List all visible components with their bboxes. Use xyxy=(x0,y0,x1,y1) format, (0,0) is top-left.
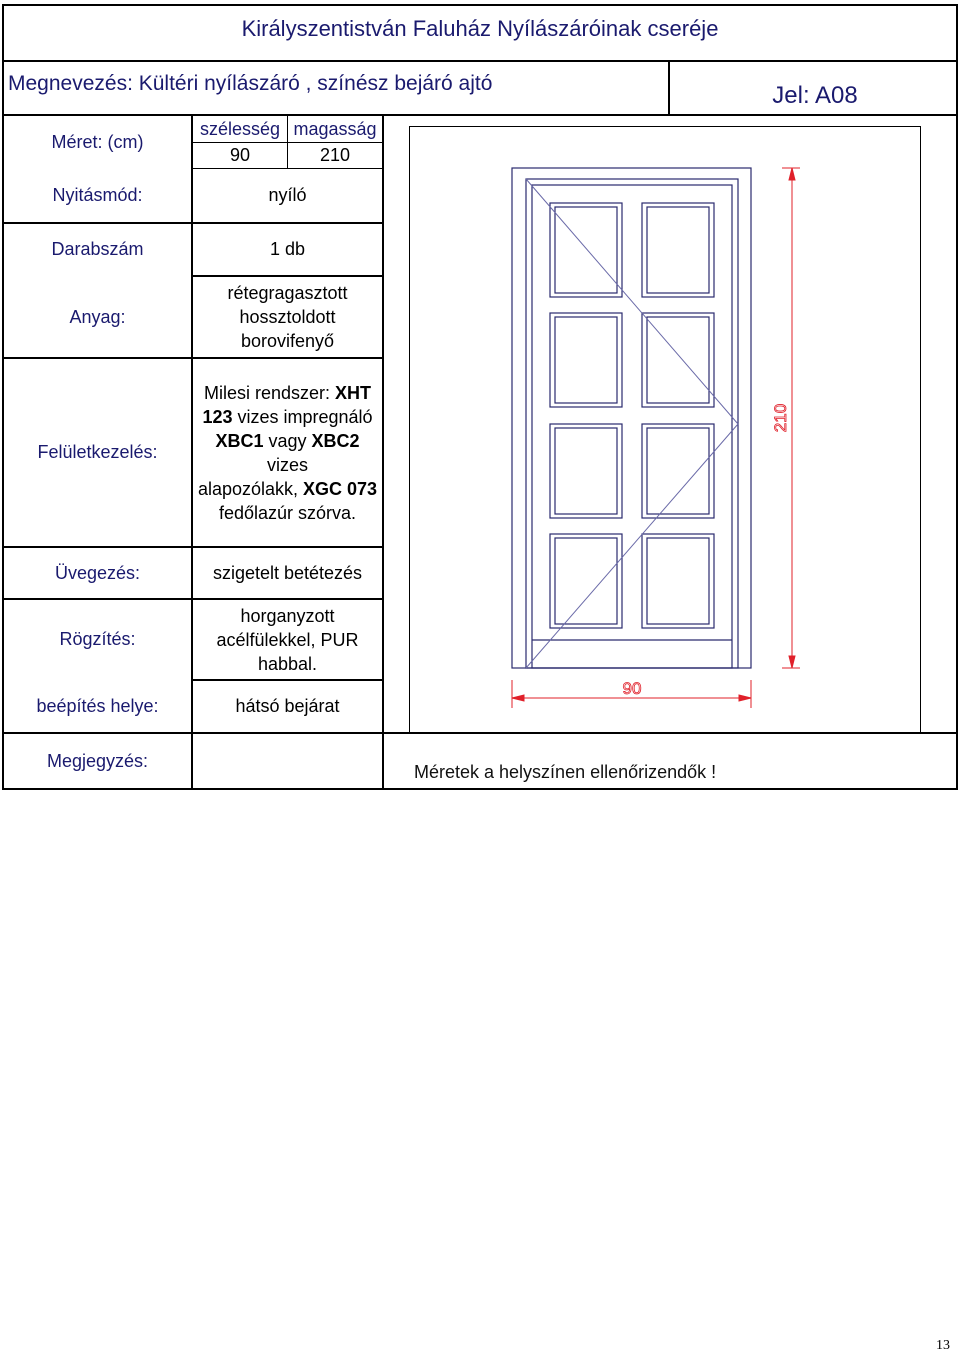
door-frame xyxy=(512,168,751,668)
panel xyxy=(642,203,714,297)
panel xyxy=(550,534,622,628)
arrow-left xyxy=(512,695,524,701)
panel xyxy=(642,534,714,628)
finish-line-3: XBC1 vagy XBC2 vizes xyxy=(215,430,360,475)
remark-label: Megjegyzés: xyxy=(46,750,149,771)
width-dimension-text: 90 xyxy=(622,679,642,698)
panel xyxy=(550,313,622,407)
opening-value: nyíló xyxy=(268,185,307,205)
material-line: rétegragasztott xyxy=(227,283,348,303)
location-label: beépítés helye: xyxy=(36,696,159,716)
height-value: 210 xyxy=(319,145,351,165)
panel-inner xyxy=(555,428,617,514)
finish-line-2: 123 vizes impregnáló xyxy=(202,406,373,427)
page-title: Királyszentistván Faluház Nyílászáróinak cseréje xyxy=(241,16,719,41)
fixing-label: Rögzítés: xyxy=(59,629,136,649)
quantity-label: Darabszám xyxy=(51,239,144,259)
item-code: Jel: A08 xyxy=(772,82,858,109)
panel-inner xyxy=(555,538,617,624)
height-dimension-text: 210 xyxy=(771,403,790,433)
opening-label: Nyitásmód: xyxy=(52,185,143,205)
arrow-right xyxy=(739,695,751,701)
finish-line-5: fedőlazúr szórva. xyxy=(218,502,357,523)
fixing-line: horganyzott xyxy=(240,605,335,626)
panel xyxy=(642,424,714,518)
panel xyxy=(550,203,622,297)
finish-line-1: Milesi rendszer: XHT xyxy=(203,382,372,403)
arrow-down xyxy=(789,656,795,668)
panel-inner xyxy=(647,538,709,624)
opening-line xyxy=(526,179,738,424)
page-number: 13 xyxy=(936,1338,950,1353)
door-outline xyxy=(512,168,751,668)
material-label: Anyag: xyxy=(69,306,126,327)
finish-label: Felületkezelés: xyxy=(37,442,158,462)
glazing-label: Üvegezés: xyxy=(54,562,141,583)
width-header: szélesség xyxy=(199,118,281,139)
fixing-line: habbal. xyxy=(257,653,318,674)
size-label: Méret: (cm) xyxy=(51,131,144,152)
height-header: magasság xyxy=(293,118,377,139)
material-line: borovifenyő xyxy=(240,331,335,351)
panel-inner xyxy=(555,207,617,293)
panel xyxy=(550,424,622,518)
location-value: hátsó bejárat xyxy=(235,696,340,716)
panel xyxy=(642,313,714,407)
arrow-up xyxy=(789,168,795,180)
item-name: Megnevezés: Kültéri nyílászáró , színész bejáró ajtó xyxy=(8,72,493,95)
panel-inner xyxy=(647,428,709,514)
site-check-note: Méretek a helyszínen ellenőrizendők ! xyxy=(414,762,717,782)
width-value: 90 xyxy=(229,145,251,165)
fixing-line: acélfülekkel, PUR xyxy=(216,629,359,650)
door-inner-frame xyxy=(532,185,732,668)
panel-inner xyxy=(555,317,617,403)
finish-line-4: alapozólakk, XGC 073 xyxy=(197,478,378,499)
opening-line xyxy=(526,424,738,668)
material-line: hossztoldott xyxy=(239,307,336,327)
quantity-value: 1 db xyxy=(269,239,306,259)
panel-inner xyxy=(647,207,709,293)
glazing-value: szigetelt betétezés xyxy=(212,562,363,583)
